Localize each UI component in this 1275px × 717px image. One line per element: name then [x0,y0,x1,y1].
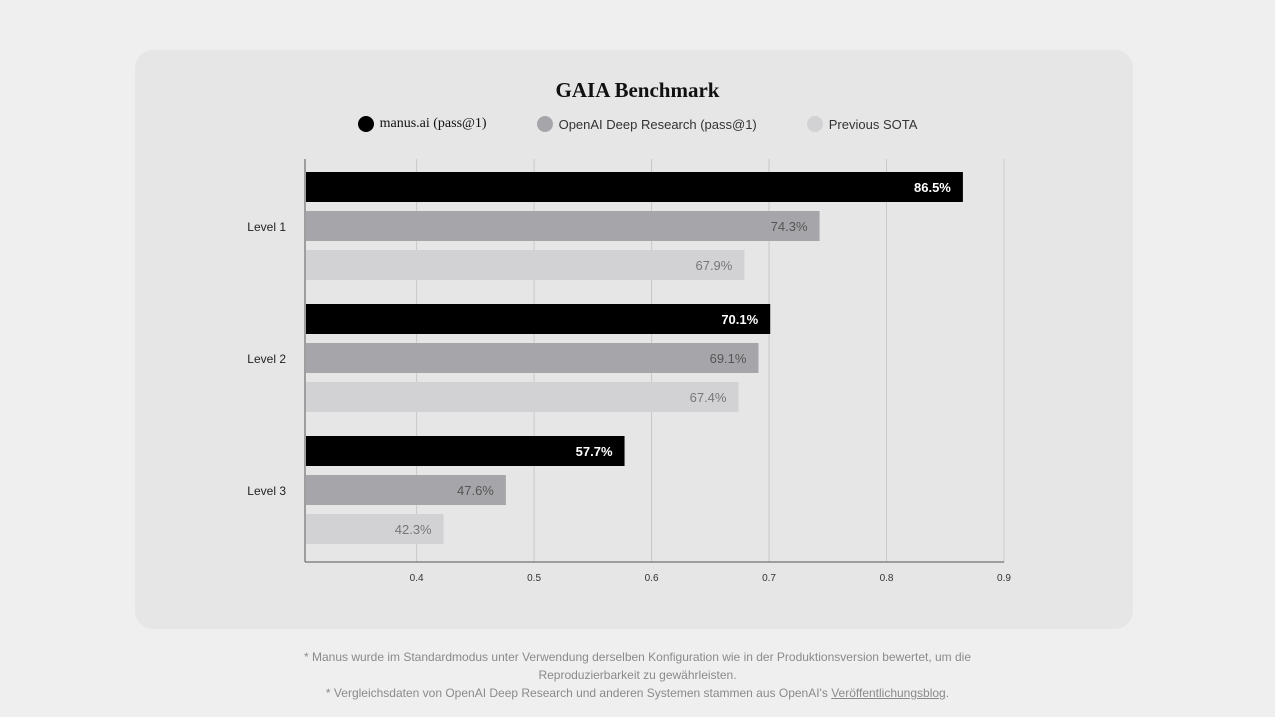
bar-0-1 [306,211,820,241]
category-label-0: Level 1 [247,220,286,234]
footnote-line-2: Reproduzierbarkeit zu gewährleisten. [538,668,737,682]
bar-value-label-1-0: 70.1% [721,312,759,327]
bar-value-label-0-1: 74.3% [770,219,808,234]
footnote-line-1: * Manus wurde im Standardmodus unter Verwendung derselben Konfiguration wie in der Produktionsversion bewertet, um die [303,650,972,664]
bar-1-0 [306,304,770,334]
x-tick-label-1: 0.5 [527,573,542,584]
x-tick-label-2: 0.6 [644,573,659,584]
footnote-line-3-suffix: . [945,686,950,700]
bar-value-label-0-2: 67.9% [695,258,733,273]
chart-title: GAIA Benchmark [555,78,720,102]
x-tick-label-4: 0.8 [879,573,894,584]
bar-1-1 [306,343,758,373]
x-tick-label-5: 0.9 [997,573,1011,584]
x-tick-label-0: 0.4 [409,573,424,584]
category-label-2: Level 3 [247,484,286,498]
bar-value-label-1-1: 69.1% [709,351,747,366]
bar-0-0 [306,172,963,202]
publication-blog-link[interactable]: Veröffentlichungsblog [831,686,946,700]
bar-1-2 [306,382,738,412]
category-label-1: Level 2 [247,352,286,366]
bar-value-label-2-1: 47.6% [457,483,494,498]
legend-label-sota: Previous SOTA [828,116,918,132]
bar-value-label-2-2: 42.3% [394,522,432,537]
bar-value-label-1-2: 67.4% [689,390,727,405]
footnote-line-3 [0,684,1275,702]
bar-value-label-0-0: 86.5% [914,180,951,195]
x-tick-label-3: 0.7 [762,573,776,584]
footnote [0,648,1275,702]
bar-value-label-2-0: 57.7% [575,444,613,459]
bar-0-2 [306,250,744,280]
footnote-line-3-prefix: * Vergleichsdaten von OpenAI Deep Research und anderen Systemen stammen aus OpenAI's [325,686,832,700]
legend-label-manus: manus.ai (pass@1) [379,116,487,131]
legend-label-openai: OpenAI Deep Research (pass@1) [558,116,757,132]
